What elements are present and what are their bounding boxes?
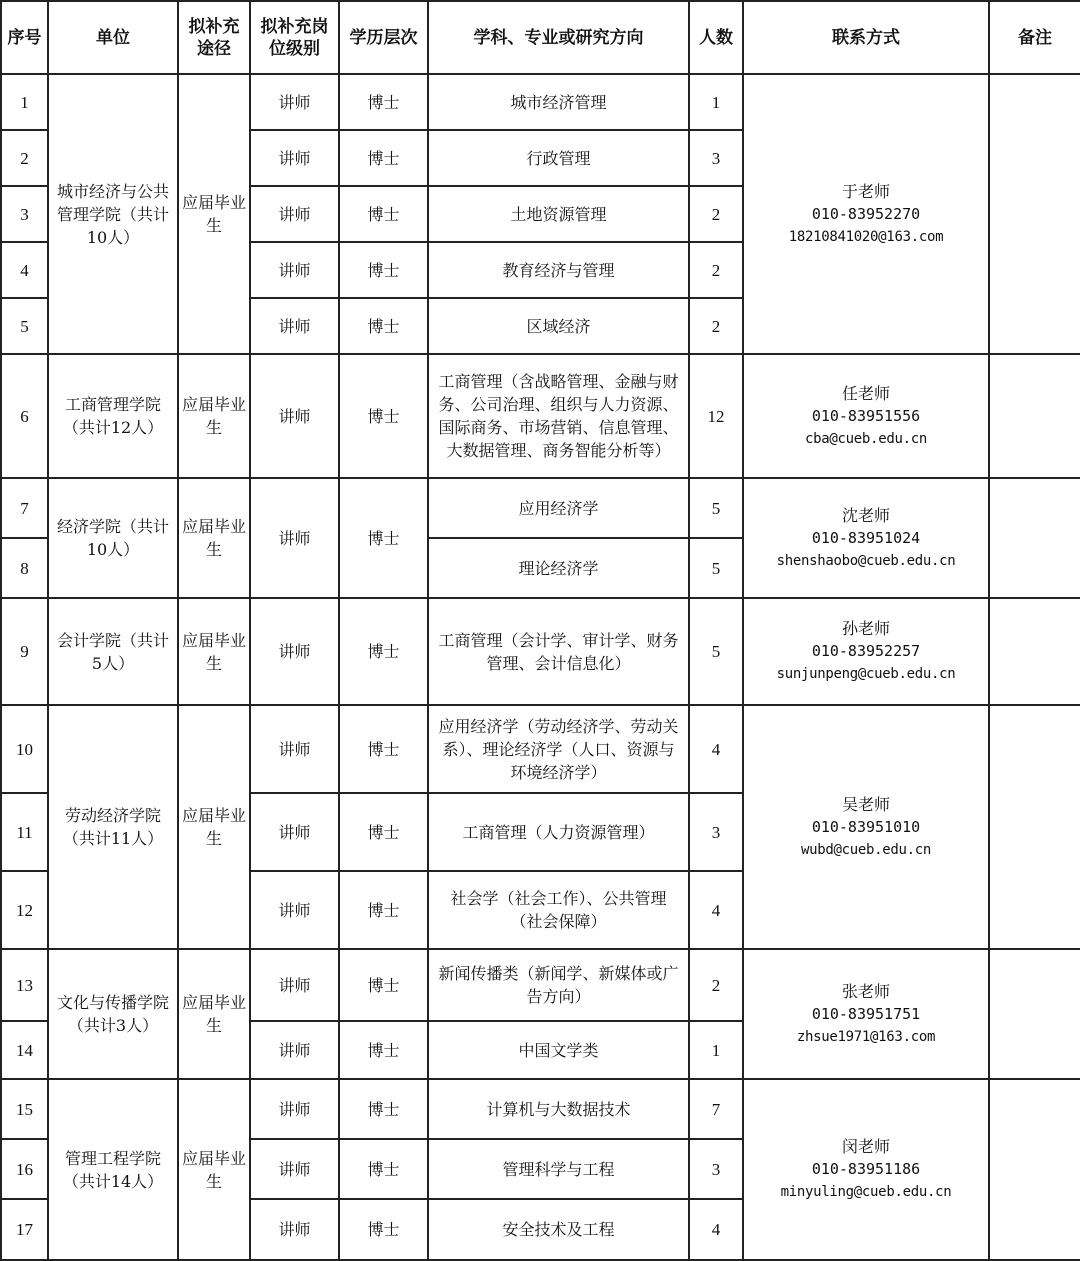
degree-cell: 博士 <box>339 598 428 705</box>
channel-cell: 应届毕业生 <box>178 354 250 478</box>
contact-cell <box>743 705 989 949</box>
count-cell: 1 <box>689 74 743 130</box>
seq-cell: 14 <box>1 1021 48 1079</box>
level-cell: 讲师 <box>250 298 339 354</box>
degree-cell: 博士 <box>339 949 428 1021</box>
contact-name: 吴老师 <box>841 794 890 814</box>
subject-cell: 应用经济学 <box>428 478 689 538</box>
contact-phone: 010-83952270 <box>811 204 921 223</box>
contact-cell <box>743 74 989 354</box>
contact-name: 张老师 <box>841 981 890 1001</box>
table-row <box>1 478 1080 538</box>
seq-cell: 10 <box>1 705 48 793</box>
count-cell: 4 <box>689 871 743 949</box>
contact-phone: 010-83951186 <box>811 1160 921 1178</box>
degree-cell: 博士 <box>339 1079 428 1139</box>
seq-cell: 5 <box>1 298 48 354</box>
level-cell: 讲师 <box>250 598 339 705</box>
count-cell: 1 <box>689 1021 743 1079</box>
subject-cell: 中国文学类 <box>428 1021 689 1079</box>
contact-email[interactable]: shenshaobo@cueb.edu.cn <box>776 552 956 569</box>
count-cell: 4 <box>689 1199 743 1260</box>
contact-phone: 010-83951024 <box>811 528 921 547</box>
header-level: 拟补充岗位级别 <box>250 1 339 74</box>
level-cell: 讲师 <box>250 478 339 598</box>
contact-email[interactable]: minyuling@cueb.edu.cn <box>780 1184 952 1200</box>
contact-email[interactable]: wubd@cueb.edu.cn <box>800 841 932 858</box>
seq-cell: 13 <box>1 949 48 1021</box>
table-row <box>1 74 1080 130</box>
level-cell: 讲师 <box>250 1139 339 1199</box>
degree-cell: 博士 <box>339 793 428 871</box>
contact-cell <box>743 478 989 598</box>
count-cell: 2 <box>689 949 743 1021</box>
degree-cell: 博士 <box>339 1199 428 1260</box>
count-cell: 4 <box>689 705 743 793</box>
degree-cell: 博士 <box>339 74 428 130</box>
degree-cell: 博士 <box>339 354 428 478</box>
level-cell: 讲师 <box>250 130 339 186</box>
unit-cell: 会计学院（共计5人） <box>48 598 178 705</box>
degree-cell: 博士 <box>339 871 428 949</box>
contact-name: 任老师 <box>841 383 890 403</box>
degree-cell: 博士 <box>339 478 428 598</box>
unit-cell: 劳动经济学院（共计11人） <box>48 705 178 949</box>
header-contact: 联系方式 <box>743 1 989 74</box>
contact-cell <box>743 354 989 478</box>
count-cell: 12 <box>689 354 743 478</box>
count-cell: 2 <box>689 186 743 242</box>
contact-cell <box>743 1079 989 1260</box>
contact-name: 于老师 <box>841 181 890 201</box>
seq-cell: 15 <box>1 1079 48 1139</box>
subject-cell: 安全技术及工程 <box>428 1199 689 1260</box>
level-cell: 讲师 <box>250 949 339 1021</box>
header-channel: 拟补充途径 <box>178 1 250 74</box>
subject-cell: 社会学（社会工作）、公共管理（社会保障） <box>428 871 689 949</box>
table-row <box>1 949 1080 1021</box>
count-cell: 5 <box>689 538 743 598</box>
remark-cell <box>989 354 1080 478</box>
degree-cell: 博士 <box>339 1021 428 1079</box>
seq-cell: 9 <box>1 598 48 705</box>
level-cell: 讲师 <box>250 705 339 793</box>
seq-cell: 1 <box>1 74 48 130</box>
count-cell: 2 <box>689 242 743 298</box>
seq-cell: 17 <box>1 1199 48 1260</box>
table-row <box>1 1079 1080 1139</box>
subject-cell: 应用经济学（劳动经济学、劳动关系）、理论经济学（人口、资源与环境经济学） <box>428 705 689 793</box>
remark-cell <box>989 598 1080 705</box>
contact-email[interactable]: 18210841020@163.com <box>788 228 944 245</box>
level-cell: 讲师 <box>250 793 339 871</box>
subject-cell: 工商管理（含战略管理、金融与财务、公司治理、组织与人力资源、国际商务、市场营销、信息管理、大数据管理、商务智能分析等） <box>428 354 689 478</box>
channel-cell: 应届毕业生 <box>178 478 250 598</box>
seq-cell: 7 <box>1 478 48 538</box>
contact-phone: 010-83951556 <box>811 406 921 425</box>
table-row <box>1 705 1080 793</box>
channel-cell: 应届毕业生 <box>178 1079 250 1260</box>
table-row <box>1 354 1080 478</box>
contact-cell <box>743 598 989 705</box>
subject-cell: 计算机与大数据技术 <box>428 1079 689 1139</box>
channel-cell: 应届毕业生 <box>178 705 250 949</box>
channel-cell: 应届毕业生 <box>178 598 250 705</box>
subject-cell: 工商管理（人力资源管理） <box>428 793 689 871</box>
degree-cell: 博士 <box>339 705 428 793</box>
contact-name: 沈老师 <box>841 505 890 525</box>
degree-cell: 博士 <box>339 130 428 186</box>
level-cell: 讲师 <box>250 1079 339 1139</box>
level-cell: 讲师 <box>250 74 339 130</box>
subject-cell: 教育经济与管理 <box>428 242 689 298</box>
unit-cell: 工商管理学院（共计12人） <box>48 354 178 478</box>
header-row <box>1 1 1080 74</box>
level-cell: 讲师 <box>250 354 339 478</box>
contact-email[interactable]: cba@cueb.edu.cn <box>805 430 927 447</box>
unit-cell: 经济学院（共计10人） <box>48 478 178 598</box>
remark-cell <box>989 478 1080 598</box>
header-seq: 序号 <box>1 1 48 74</box>
level-cell: 讲师 <box>250 1021 339 1079</box>
remark-cell <box>989 949 1080 1079</box>
unit-cell: 文化与传播学院（共计3人） <box>48 949 178 1079</box>
level-cell: 讲师 <box>250 1199 339 1260</box>
contact-phone: 010-83952257 <box>811 642 921 660</box>
seq-cell: 8 <box>1 538 48 598</box>
contact-email[interactable]: zhsue1971@163.com <box>796 1028 936 1045</box>
subject-cell: 行政管理 <box>428 130 689 186</box>
unit-cell: 城市经济与公共管理学院（共计10人） <box>48 74 178 354</box>
unit-cell: 管理工程学院（共计14人） <box>48 1079 178 1260</box>
subject-cell: 土地资源管理 <box>428 186 689 242</box>
contact-email[interactable]: sunjunpeng@cueb.edu.cn <box>776 666 956 682</box>
degree-cell: 博士 <box>339 242 428 298</box>
header-remark: 备注 <box>989 1 1080 74</box>
seq-cell: 12 <box>1 871 48 949</box>
seq-cell: 2 <box>1 130 48 186</box>
subject-cell: 理论经济学 <box>428 538 689 598</box>
remark-cell <box>989 1079 1080 1260</box>
degree-cell: 博士 <box>339 186 428 242</box>
count-cell: 3 <box>689 1139 743 1199</box>
seq-cell: 6 <box>1 354 48 478</box>
level-cell: 讲师 <box>250 186 339 242</box>
remark-cell <box>989 705 1080 949</box>
count-cell: 5 <box>689 598 743 705</box>
degree-cell: 博士 <box>339 1139 428 1199</box>
subject-cell: 区域经济 <box>428 298 689 354</box>
subject-cell: 工商管理（会计学、审计学、财务管理、会计信息化） <box>428 598 689 705</box>
contact-name: 闵老师 <box>841 1137 890 1156</box>
count-cell: 2 <box>689 298 743 354</box>
degree-cell: 博士 <box>339 298 428 354</box>
count-cell: 7 <box>689 1079 743 1139</box>
count-cell: 5 <box>689 478 743 538</box>
subject-cell: 管理科学与工程 <box>428 1139 689 1199</box>
channel-cell: 应届毕业生 <box>178 949 250 1079</box>
count-cell: 3 <box>689 793 743 871</box>
header-subject: 学科、专业或研究方向 <box>428 1 689 74</box>
contact-phone: 010-83951751 <box>811 1004 921 1023</box>
contact-phone: 010-83951010 <box>811 817 921 836</box>
header-unit: 单位 <box>48 1 178 74</box>
header-degree: 学历层次 <box>339 1 428 74</box>
contact-cell <box>743 949 989 1079</box>
seq-cell: 4 <box>1 242 48 298</box>
channel-cell: 应届毕业生 <box>178 74 250 354</box>
seq-cell: 11 <box>1 793 48 871</box>
remark-cell <box>989 74 1080 354</box>
subject-cell: 城市经济管理 <box>428 74 689 130</box>
contact-name: 孙老师 <box>841 619 890 638</box>
subject-cell: 新闻传播类（新闻学、新媒体或广告方向） <box>428 949 689 1021</box>
table-row <box>1 598 1080 705</box>
seq-cell: 3 <box>1 186 48 242</box>
level-cell: 讲师 <box>250 871 339 949</box>
header-count: 人数 <box>689 1 743 74</box>
seq-cell: 16 <box>1 1139 48 1199</box>
count-cell: 3 <box>689 130 743 186</box>
level-cell: 讲师 <box>250 242 339 298</box>
